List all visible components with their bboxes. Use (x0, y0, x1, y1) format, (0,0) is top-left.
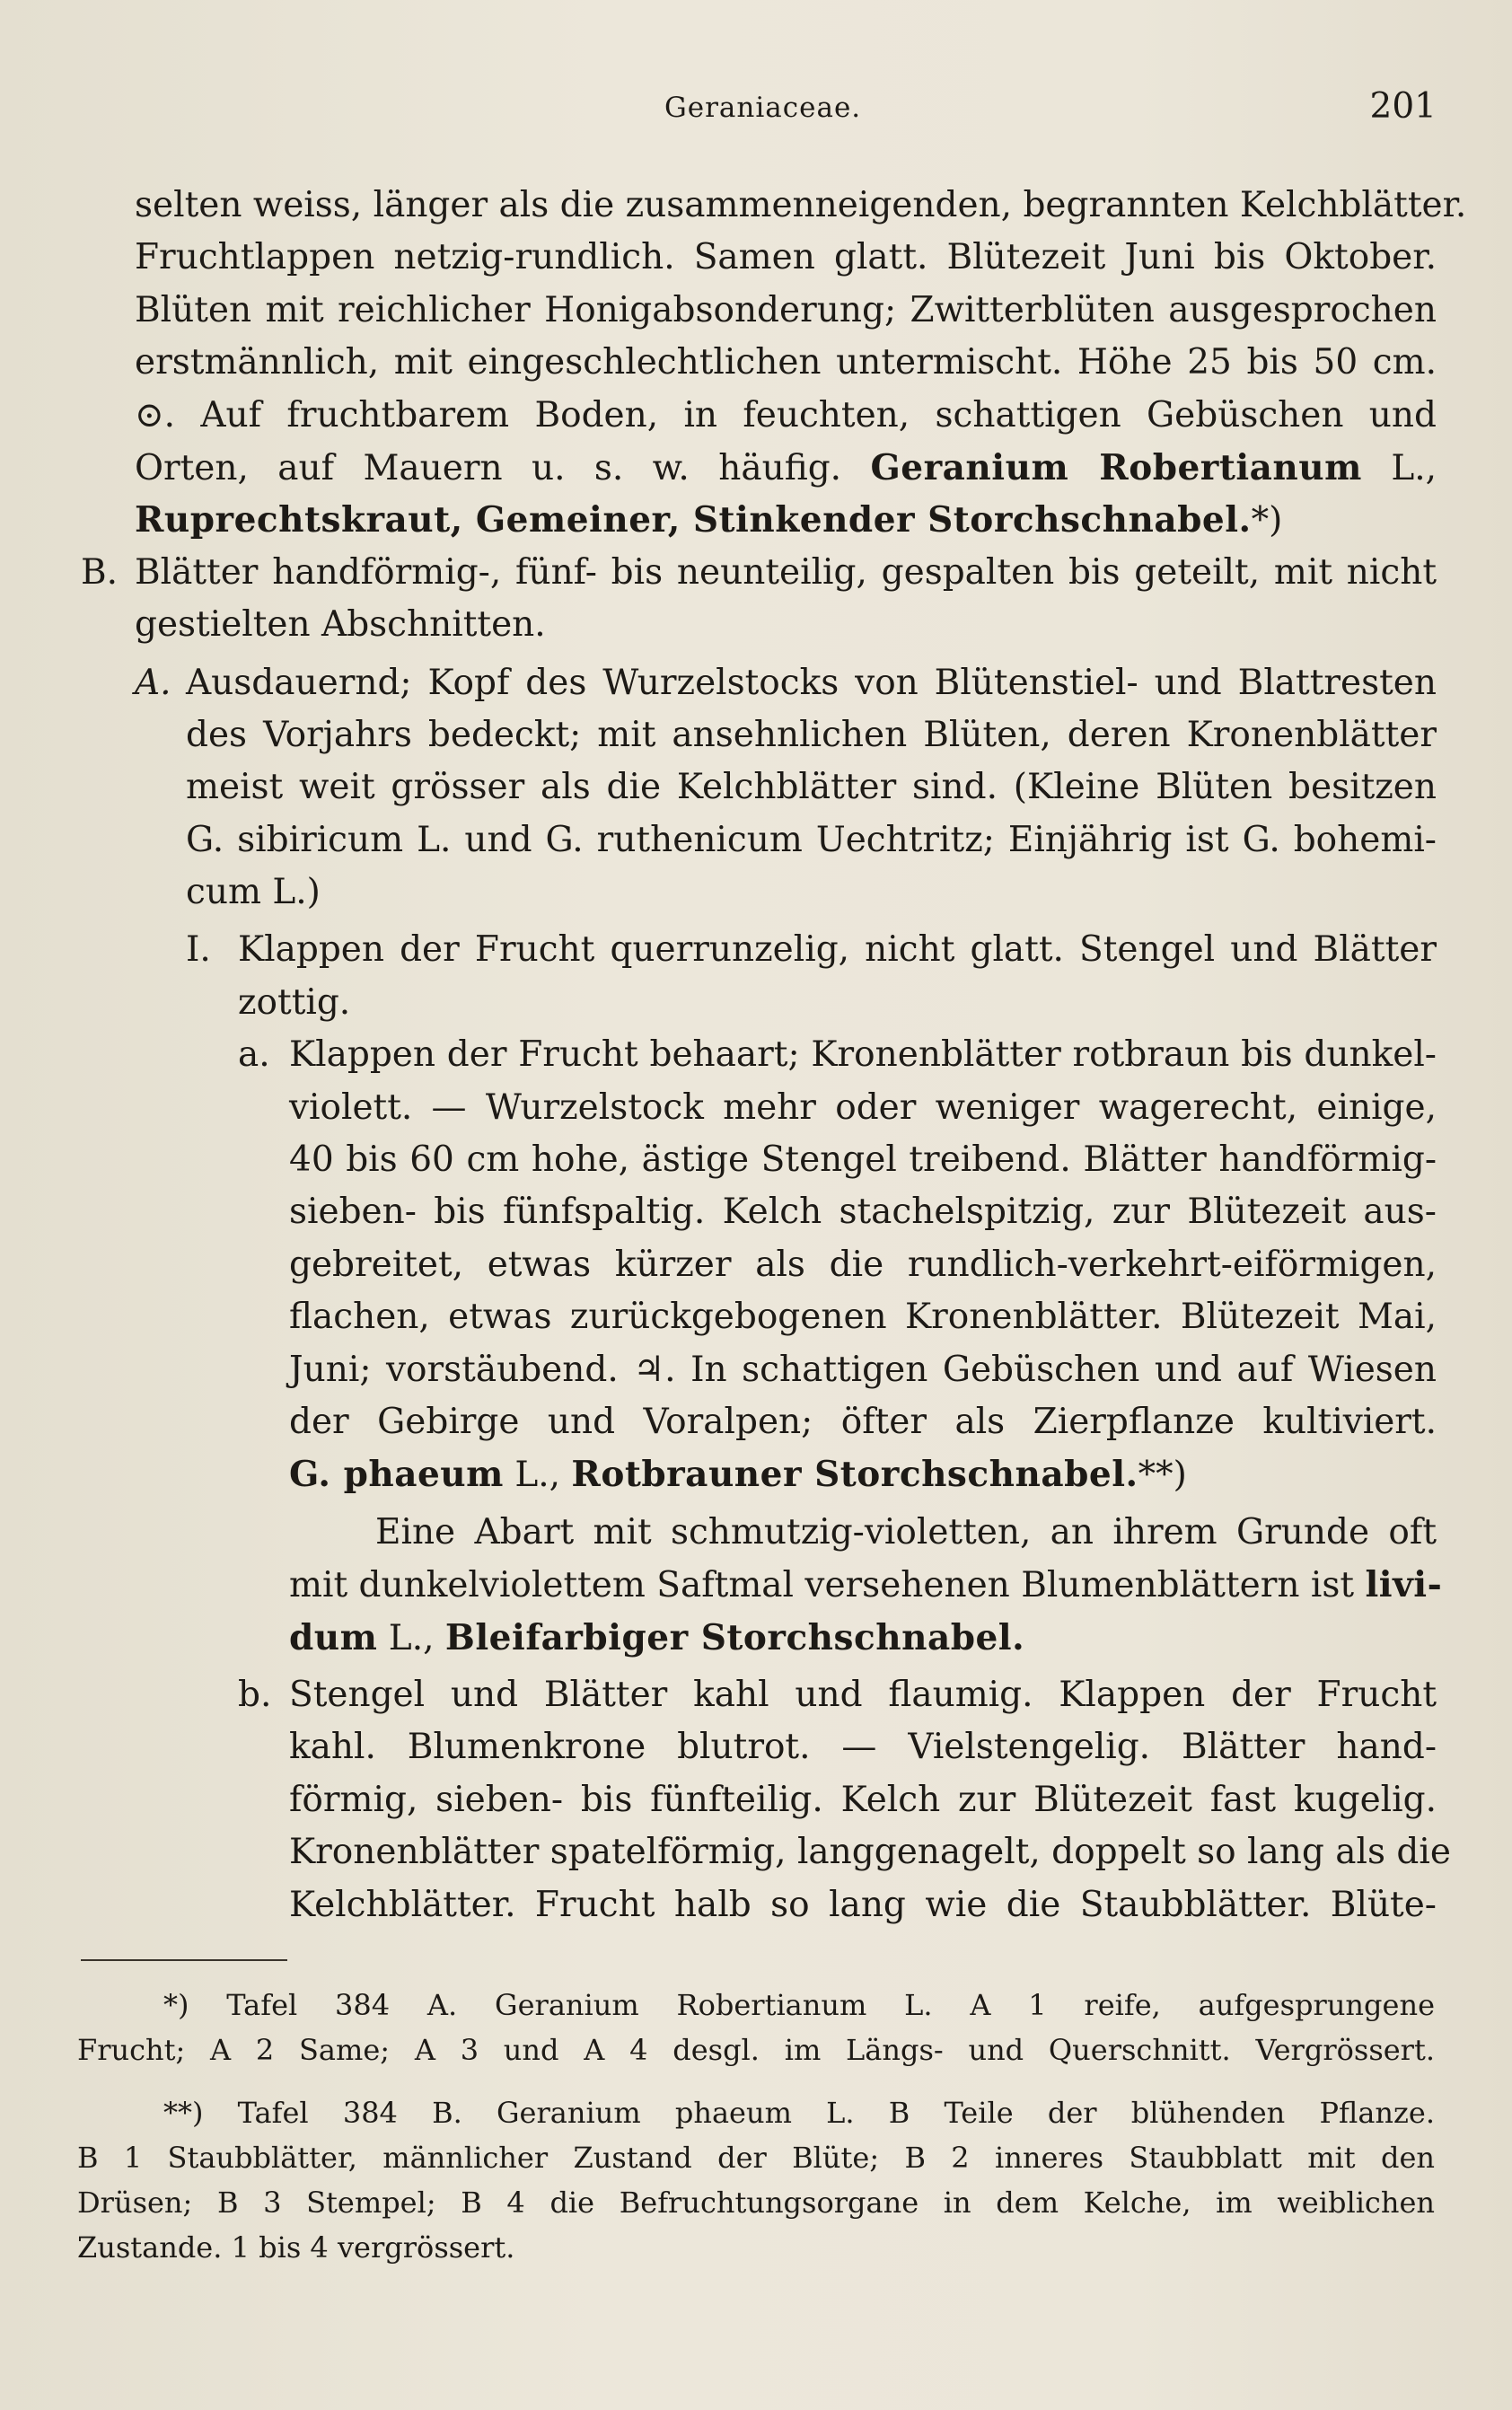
text-line (81, 657, 1437, 709)
text-line: Kronenblätter spatelförmig, langgenagelt, doppelt so lang als die (289, 1832, 1451, 1873)
text-span: L., (388, 1617, 435, 1658)
page-header (81, 86, 1437, 131)
footnote-ref: **) (1138, 1455, 1187, 1496)
text-line (81, 1669, 1437, 1721)
text-span: Orten, auf Mauern u. s. w. häufig. (135, 447, 842, 488)
text-line: erstmännlich, mit eingeschlechtlichen untermischt. Höhe 25 bis 50 cm. (135, 342, 1437, 383)
text-line (81, 1029, 1437, 1081)
text-span: L., (514, 1455, 561, 1496)
text-line: förmig, sieben- bis fünfteilig. Kelch zur Blütezeit fast kugelig. (289, 1779, 1437, 1820)
footnote-line: Zustande. 1 bis 4 vergrössert. (77, 2230, 515, 2265)
text-line (81, 547, 1437, 599)
text-span: Ausdauernd; Kopf des Wurzelstocks von Blütenstiel- und Blattresten (186, 662, 1437, 703)
species-name-bold: Geranium Robertianum (870, 446, 1362, 488)
footnote-line: *) Tafel 384 A. Geranium Robertianum L. A 1 reife, aufgesprungene (163, 1988, 1435, 2022)
text-span: L., (1391, 447, 1437, 488)
text-span: Stengel und Blätter kahl und flaumig. Klappen der Frucht (289, 1674, 1437, 1715)
text-span: mit dunkelviolettem Saftmal versehenen Blumenblättern ist (289, 1565, 1355, 1606)
text-line (81, 1559, 1443, 1611)
footnote-line: **) Tafel 384 B. Geranium phaeum L. B Teile der blühenden Pflanze. (163, 2096, 1435, 2130)
text-line (81, 442, 1437, 494)
variety-name-bold: dum (289, 1616, 378, 1658)
text-line: G. sibiricum L. und G. ruthenicum Uechtritz; Einjährig ist G. bohemi- (186, 819, 1437, 860)
text-line: des Vorjahrs bedeckt; mit ansehnlichen Blüten, deren Kronenblätter (186, 714, 1437, 755)
text-line: Juni; vorstäubend. ♃. In schattigen Gebüschen und auf Wiesen (289, 1349, 1437, 1390)
section-marker-a: A. (135, 662, 171, 703)
text-line: ⊙. Auf fruchtbarem Boden, in feuchten, schattigen Gebüschen und (135, 394, 1437, 435)
text-line: violett. — Wurzelstock mehr oder weniger wagerecht, einige, (289, 1086, 1437, 1128)
common-name-bold: Bleifarbiger Storchschnabel. (444, 1616, 1025, 1658)
footnote-line: Frucht; A 2 Same; A 3 und A 4 desgl. im Längs- und Querschnitt. Vergrössert. (77, 2033, 1435, 2067)
species-name-bold: G. phaeum (289, 1454, 504, 1496)
text-line: selten weiss, länger als die zusammenneigenden, begrannten Kelchblätter. (135, 185, 1467, 225)
section-marker-sub-a: a. (238, 1034, 270, 1076)
text-line: Blüten mit reichlicher Honigabsonderung; Zwitterblüten ausgesprochen (135, 289, 1437, 330)
footnotes (77, 1983, 1435, 2270)
running-title: Geraniaceae. (664, 92, 862, 124)
footnote-ref: *) (1251, 500, 1283, 541)
text-line (81, 494, 1437, 546)
text-span: Blätter handförmig-, fünf- bis neunteilig, gespalten bis geteilt, mit nicht (135, 551, 1437, 593)
variety-name-bold: livi- (1365, 1564, 1443, 1606)
footnote-line: Drüsen; B 3 Stempel; B 4 die Befruchtungsorgane in dem Kelche, im weiblichen (77, 2186, 1435, 2220)
text-span: Klappen der Frucht querrunzelig, nicht glatt. Stengel und Blätter (238, 929, 1437, 971)
text-line: cum L.) (186, 872, 321, 913)
text-line: gebreitet, etwas kürzer als die rundlich-verkehrt-eiförmigen, (289, 1244, 1437, 1285)
text-span: Klappen der Frucht behaart; Kronenblätter rotbraun bis dunkel- (289, 1034, 1437, 1076)
text-line: flachen, etwas zurückgebogenen Kronenblätter. Blütezeit Mai, (289, 1297, 1437, 1338)
text-line: Kelchblätter. Frucht halb so lang wie die Staubblätter. Blüte- (289, 1884, 1437, 1925)
common-name-bold: Ruprechtskraut, Gemeiner, Stinkender Storchschnabel. (135, 499, 1252, 541)
section-marker-i: I. (186, 929, 211, 971)
page-number: 201 (1369, 86, 1437, 127)
text-line (81, 1448, 1437, 1500)
footnote-line: B 1 Staubblätter, männlicher Zustand der Blüte; B 2 inneres Staubblatt mit den (77, 2141, 1435, 2175)
text-line: gestielten Abschnitten. (135, 604, 546, 646)
text-line (81, 924, 1437, 976)
common-name-bold: Rotbrauner Storchschnabel. (571, 1454, 1138, 1496)
text-line: der Gebirge und Voralpen; öfter als Zierpflanze kultiviert. (289, 1401, 1437, 1442)
text-line (81, 1612, 1437, 1664)
section-marker-b: B. (81, 551, 119, 593)
text-line: Fruchtlappen netzig-rundlich. Samen glatt. Blütezeit Juni bis Oktober. (135, 237, 1437, 278)
footnote-divider (81, 1959, 287, 1961)
text-line: zottig. (238, 981, 351, 1023)
text-line: 40 bis 60 cm hohe, ästige Stengel treibend. Blätter handförmig- (289, 1139, 1437, 1181)
text-line: Eine Abart mit schmutzig-violetten, an ihrem Grunde oft (375, 1511, 1437, 1552)
text-line: kahl. Blumenkrone blutrot. — Vielstengelig. Blätter hand- (289, 1727, 1437, 1768)
text-line: sieben- bis fünfspaltig. Kelch stachelspitzig, zur Blütezeit aus- (289, 1192, 1437, 1233)
main-text (81, 180, 1467, 1931)
section-marker-sub-b: b. (238, 1674, 272, 1715)
text-line: meist weit grösser als die Kelchblätter sind. (Kleine Blüten besitzen (186, 767, 1437, 808)
